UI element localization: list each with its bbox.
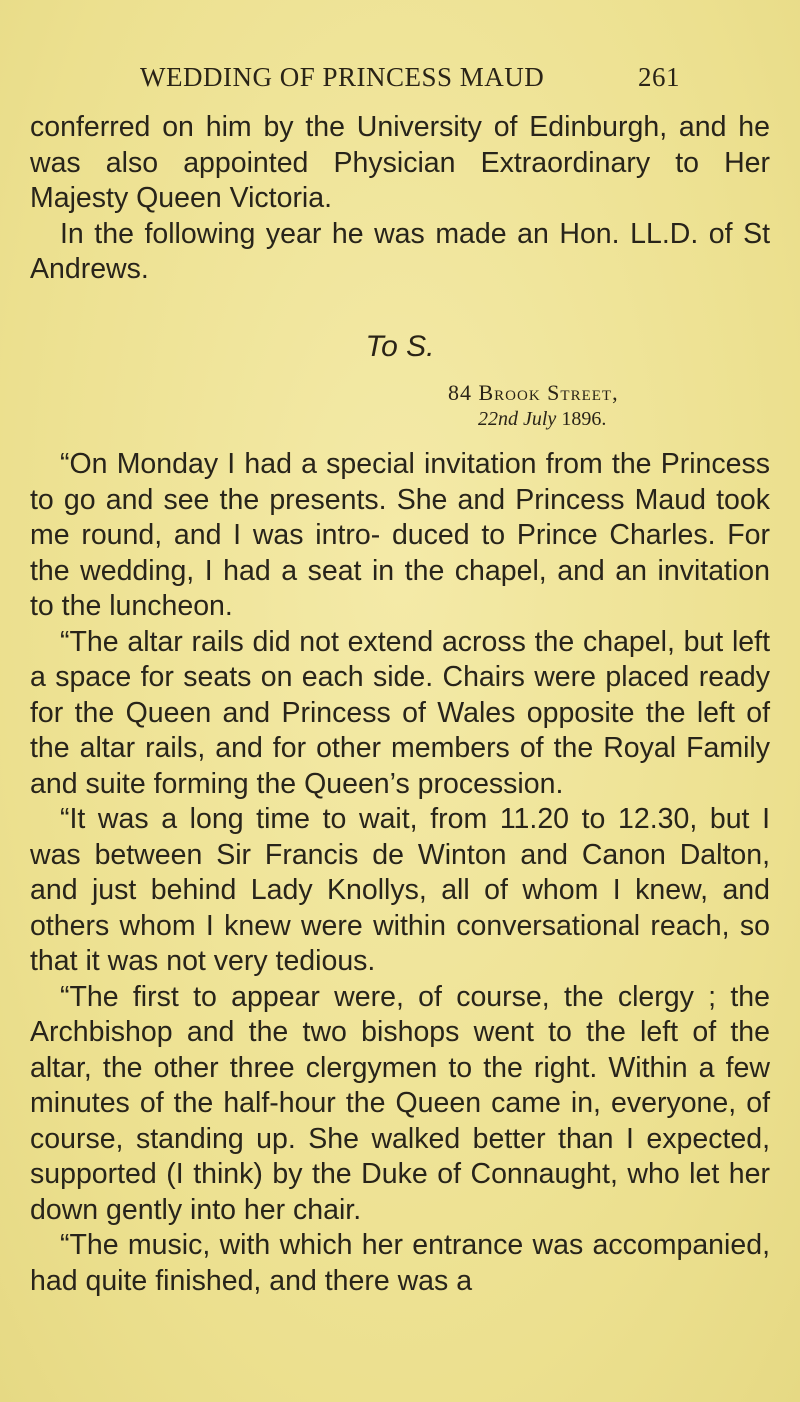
- intro-paragraph: In the following year he was made an Hon. LL.D. of St Andrews.: [30, 217, 770, 285]
- date-year: 1896.: [561, 408, 607, 430]
- letter-address: [448, 380, 619, 432]
- intro-text: [30, 110, 770, 288]
- letter-paragraph: “The altar rails did not extend across the chapel, but left a space for seats on each side. Chairs were placed ready for the Queen and Princess of Wales opposite the left of the altar rails, and for other members of the Royal Family and suite forming the Queen’s procession.: [30, 625, 770, 800]
- letter-heading: To S.: [365, 330, 435, 363]
- date-day-month: 22nd July: [478, 408, 557, 430]
- letter-body: [30, 447, 770, 1299]
- letter-paragraph: “On Monday I had a special invitation from the Princess to go and see the presents. She and Princess Maud took me round, and I was intro- duced to Prince Charles. For the wedding, I had a seat in the chapel, and an invitation to the luncheon.: [30, 448, 770, 622]
- running-title: WEDDING OF PRINCESS MAUD: [140, 62, 545, 92]
- letter-paragraph: “The music, with which her entrance was accompanied, had quite finished, and there was a: [30, 1229, 770, 1297]
- intro-paragraph: conferred on him by the University of Edinburgh, and he was also appointed Physician Extraordinary to Her Majesty Queen Victoria.: [30, 111, 770, 214]
- running-header: [140, 62, 680, 102]
- page-number: 261: [638, 62, 680, 92]
- address-line: 84 Brook Street,: [448, 380, 619, 405]
- letter-paragraph: “It was a long time to wait, from 11.20 to 12.30, but I was between Sir Francis de Winton and Canon Dalton, and just behind Lady Knollys, all of whom I knew, and others whom I knew were within conversational reach, so that it was not very tedious.: [30, 803, 770, 977]
- letter-paragraph: “The first to appear were, of course, the clergy ; the Archbishop and the two bishops went to the left of the altar, the other three clergymen to the right. Within a few minutes of the half-hour the Queen came in, everyone, of course, standing up. She walked better than I expected, supported (I think) by the Duke of Connaught, who let her down gently into her chair.: [30, 980, 770, 1226]
- letter-date: [448, 406, 619, 432]
